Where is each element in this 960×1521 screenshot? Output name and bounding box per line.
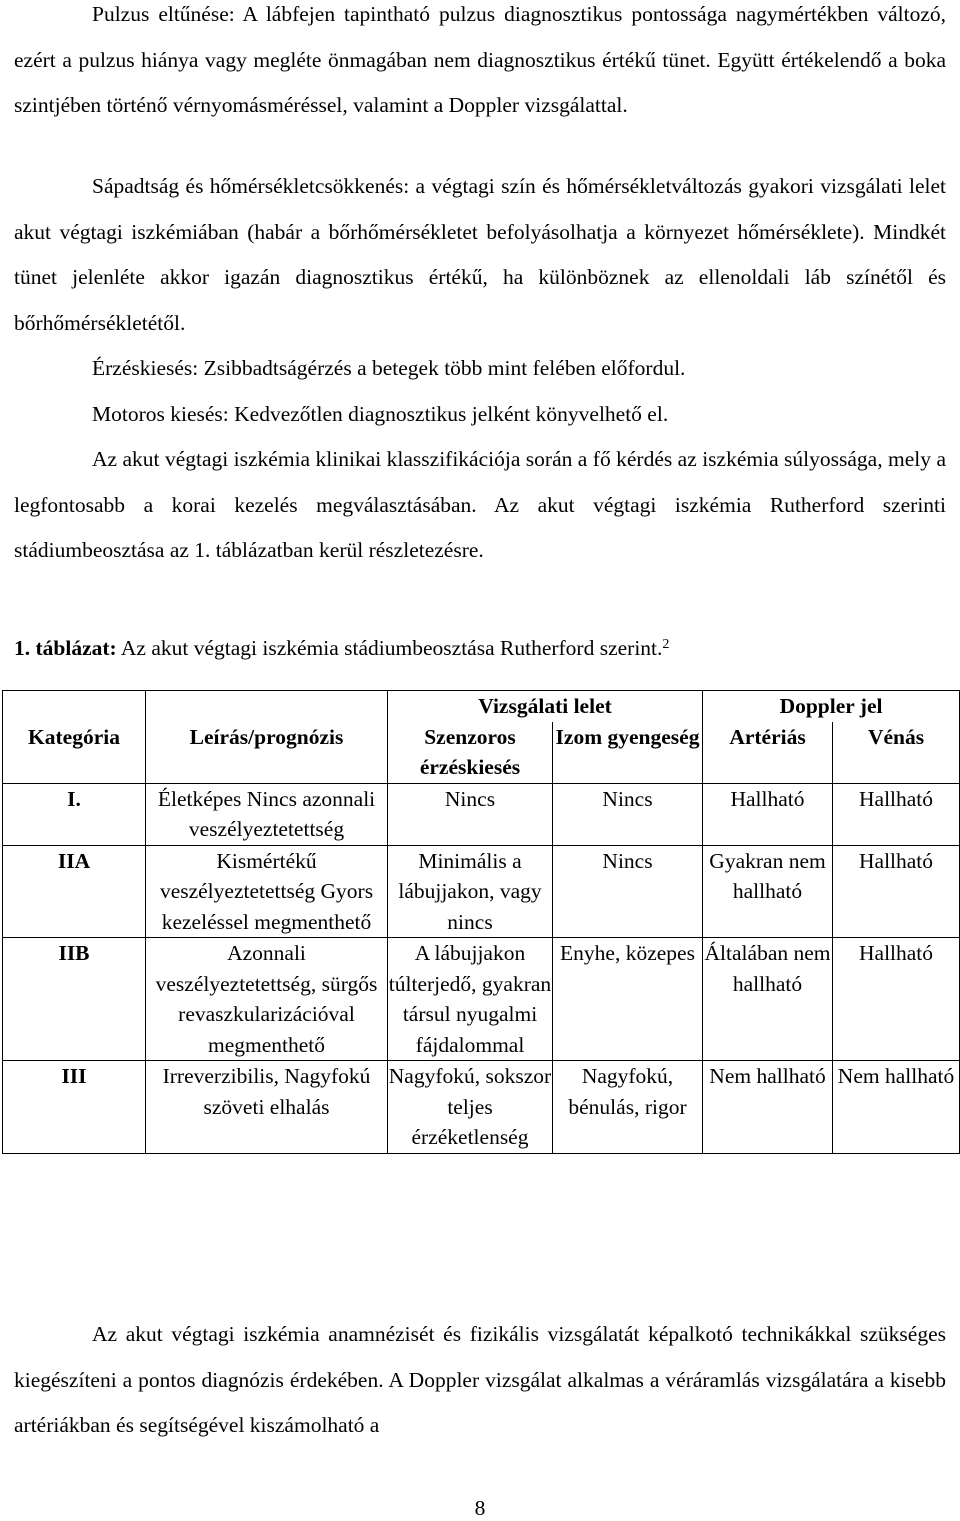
caption-reference: 2 [662, 637, 670, 652]
row-category: III [3, 1061, 146, 1154]
row-venous: Hallható [833, 783, 960, 845]
row-sensory: Nincs [388, 783, 553, 845]
row-sensory: A lábujjakon túlterjedő, gyakran társul nyugalmi fájdalommal [388, 938, 553, 1061]
row-arterial: Gyakran nem hallható [703, 845, 833, 938]
paragraph-closing: Az akut végtagi iszkémia anamnézisét és fizikális vizsgálatát képalkotó technikákkal szükséges kiegészíteni a pontos diagnózis érdekében. A Doppler vizsgálat alkalmas a véráramlás vizsgálatára a kisebb artériákban és segítségével kiszámolható a [14, 1322, 946, 1437]
row-category: IIB [3, 938, 146, 1061]
col-header-sensory: Szenzoros érzéskiesés [388, 722, 553, 784]
table-header-row [3, 722, 960, 784]
rutherford-table [2, 690, 960, 1154]
doppler-group-header: Doppler jel [703, 691, 960, 722]
caption-label: 1. táblázat: [14, 636, 117, 660]
table-row [3, 783, 960, 845]
table-row [3, 938, 960, 1061]
table-caption [14, 626, 669, 670]
row-arterial: Nem hallható [703, 1061, 833, 1154]
table-row [3, 1061, 960, 1154]
paragraph-group [14, 164, 946, 574]
row-venous: Hallható [833, 938, 960, 1061]
row-sensory: Nagyfokú, sokszor teljes érzéketlenség [388, 1061, 553, 1154]
caption-text: Az akut végtagi iszkémia stádiumbeosztása Rutherford szerint. [116, 636, 663, 660]
col-header-muscle: Izom gyengeség [553, 722, 703, 784]
exam-group-header: Vizsgálati lelet [388, 691, 703, 722]
row-arterial: Általában nem hallható [703, 938, 833, 1061]
row-description: Kismértékű veszélyeztetettség Gyors kezeléssel megmenthető [146, 845, 388, 938]
table-group-header-row [3, 691, 960, 722]
row-venous: Hallható [833, 845, 960, 938]
page-number: 8 [474, 1496, 486, 1520]
table-row [3, 845, 960, 938]
row-description: Életképes Nincs azonnali veszélyeztetettség [146, 783, 388, 845]
col-header-category: Kategória [3, 722, 146, 784]
row-category: IIA [3, 845, 146, 938]
paragraph-pulse [14, 0, 946, 129]
row-muscle: Enyhe, közepes [553, 938, 703, 1061]
paragraph-pallor: Sápadtság és hőmérsékletcsökkenés: a végtagi szín és hőmérsékletváltozás gyakori vizsgálati lelet akut végtagi iszkémiában (habár a bőrhőmérsékletet befolyásolhatja a környezet hőmérséklete). Mindkét tünet jelenléte akkor igazán diagnosztikus értékű, ha különböznek az ellenoldali láb színétől és bőrhőmérsékletétől. [14, 174, 946, 335]
row-muscle: Nincs [553, 845, 703, 938]
row-description: Azonnali veszélyeztetettség, sürgős revaszkularizációval megmenthető [146, 938, 388, 1061]
row-sensory: Minimális a lábujjakon, vagy nincs [388, 845, 553, 938]
paragraph-classification: Az akut végtagi iszkémia klinikai klasszifikációja során a fő kérdés az iszkémia súlyossága, mely a legfontosabb a korai kezelés megválasztásában. Az akut végtagi iszkémia Rutherford szerinti stádiumbeosztása az 1. táblázatban kerül részletezésre. [14, 447, 946, 562]
row-venous: Nem hallható [833, 1061, 960, 1154]
row-muscle: Nagyfokú, bénulás, rigor [553, 1061, 703, 1154]
paragraph-motor: Motoros kiesés: Kedvezőtlen diagnosztikus jelként könyvelhető el. [92, 401, 669, 426]
pulse-text: Pulzus eltűnése: A lábfejen tapintható pulzus diagnosztikus pontossága nagymértékben változó, ezért a pulzus hiánya vagy megléte önmagában nem diagnosztikus értékű tünet. Együtt értékelendő a boka szintjében történő vérnyomásméréssel, valamint a Doppler vizsgálattal. [14, 2, 946, 117]
row-category: I. [3, 783, 146, 845]
row-description: Irreverzibilis, Nagyfokú szöveti elhalás [146, 1061, 388, 1154]
col-header-description: Leírás/prognózis [146, 722, 388, 784]
paragraph-sensory: Érzéskiesés: Zsibbadtságérzés a betegek több mint felében előfordul. [92, 356, 686, 380]
col-header-venous: Vénás [833, 722, 960, 784]
row-muscle: Nincs [553, 783, 703, 845]
col-header-arterial: Artériás [703, 722, 833, 784]
row-arterial: Hallható [703, 783, 833, 845]
